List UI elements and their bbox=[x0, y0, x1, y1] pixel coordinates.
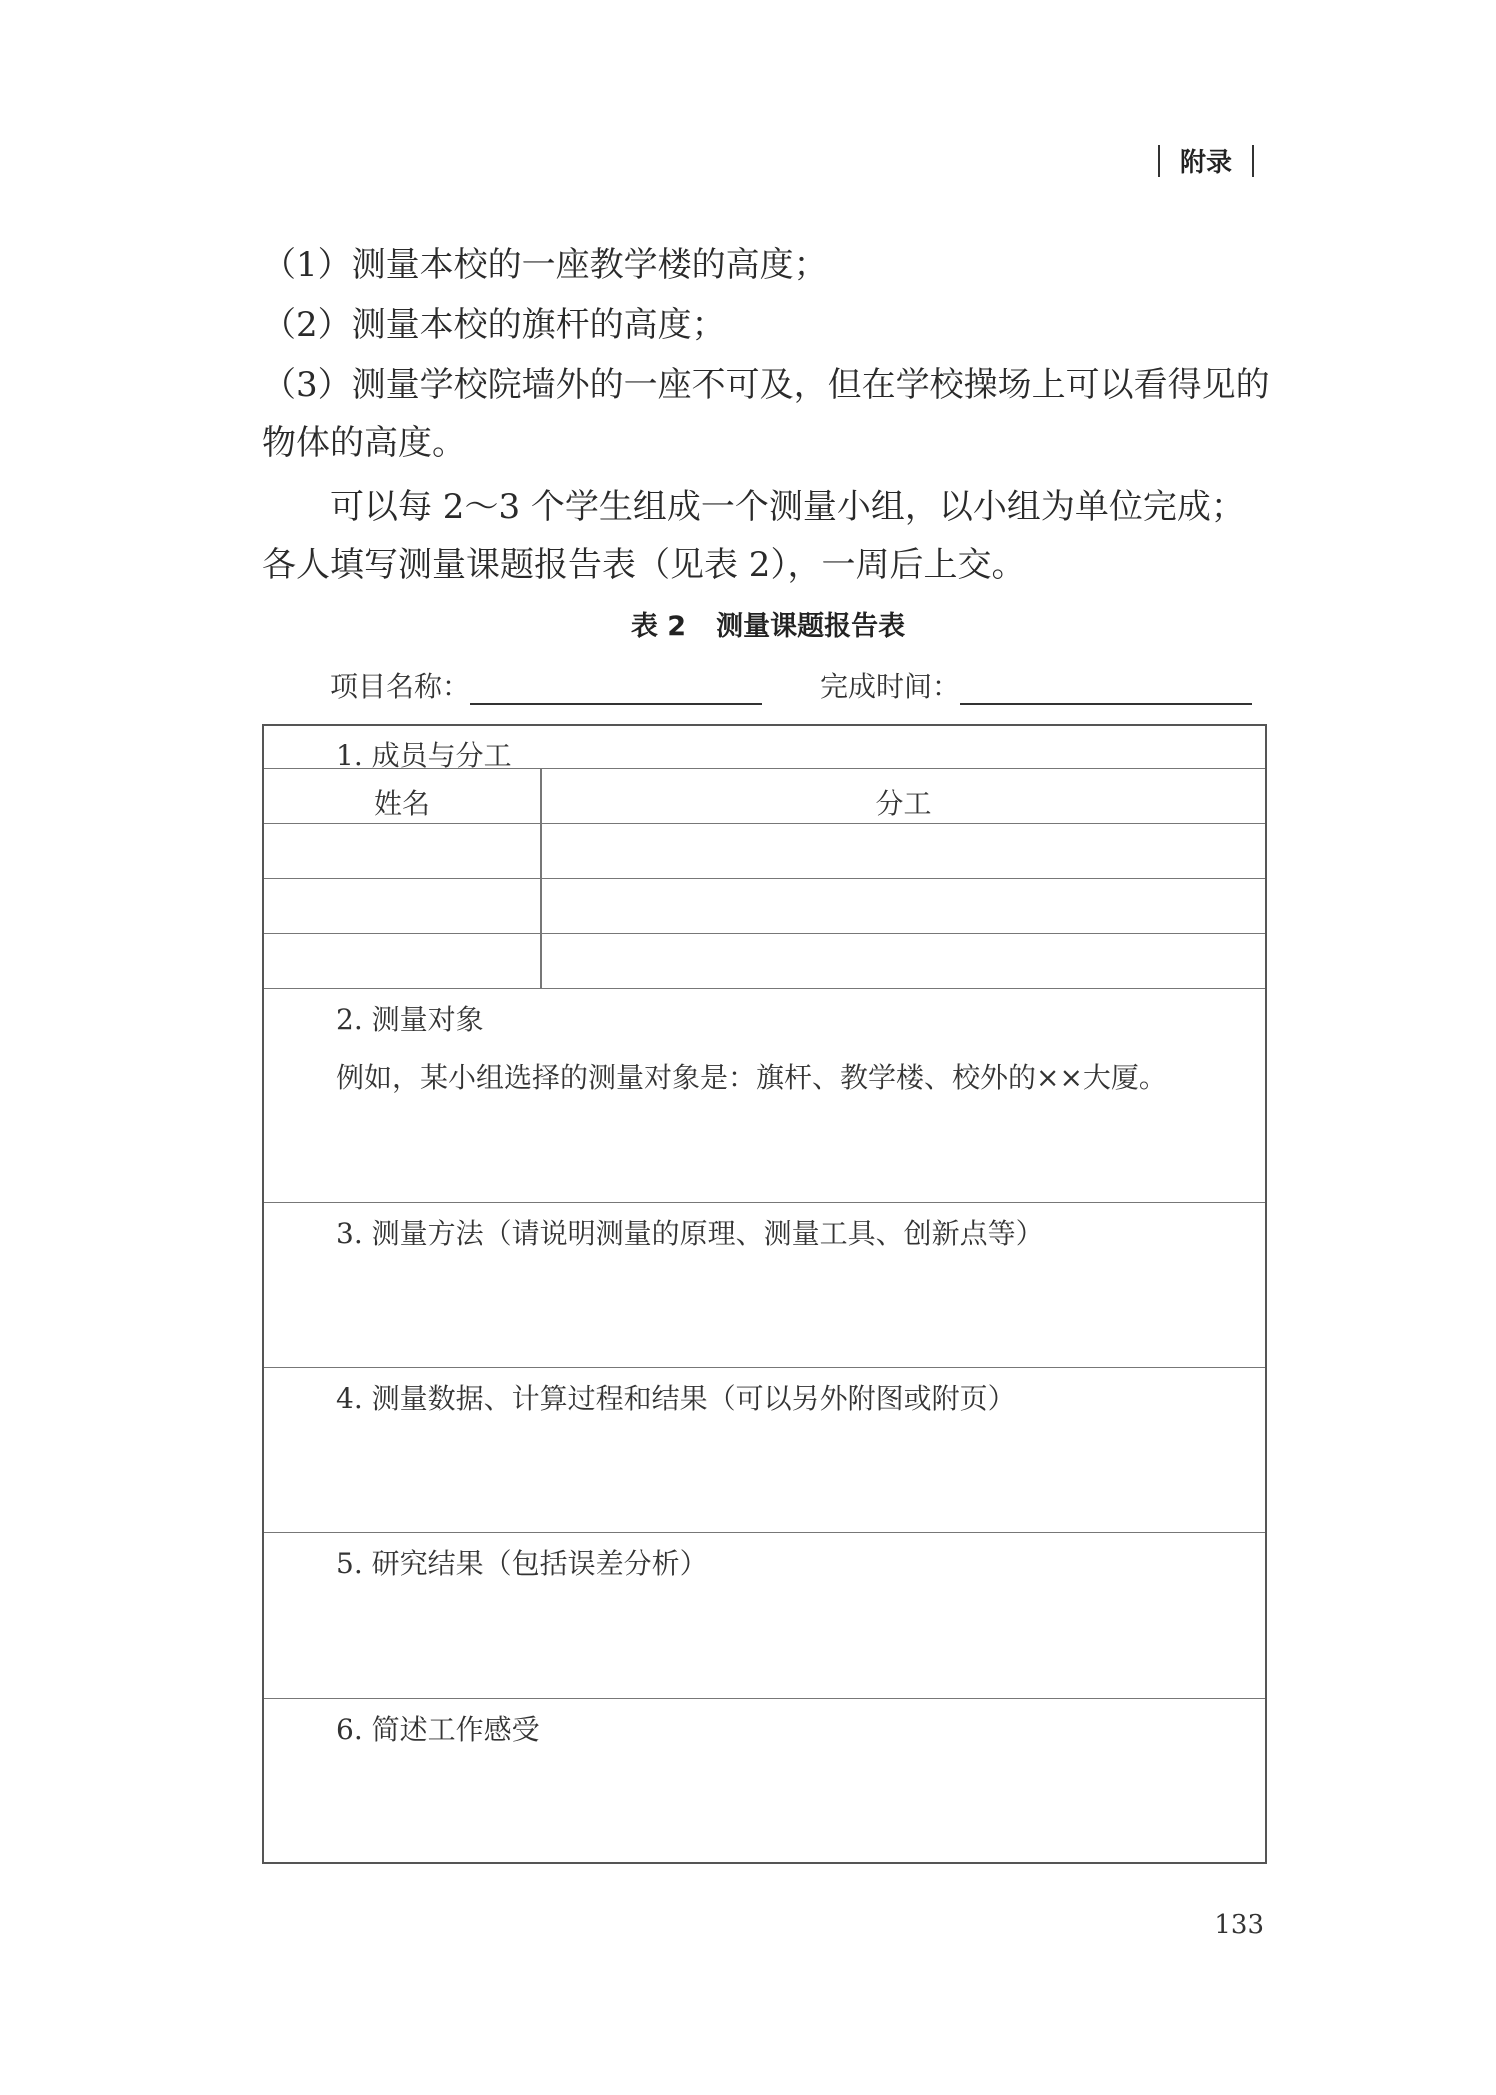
project-name-label: 项目名称： bbox=[330, 670, 471, 703]
page-header bbox=[1138, 142, 1274, 179]
section-method-divider bbox=[264, 1202, 1265, 1203]
section-object-label: 2. 测量对象 bbox=[336, 1003, 484, 1036]
member-row-3[interactable] bbox=[264, 933, 1265, 934]
instructions-paragraph: 可以每 2～3 个学生组成一个测量小组，以小组为单位完成；各人填写测量课题报告表（见表 2），一周后上交。 bbox=[262, 487, 1245, 585]
report-form-table bbox=[262, 724, 1267, 1864]
header-section-title: 附录 bbox=[1179, 148, 1232, 178]
section-method-label: 3. 测量方法（请说明测量的原理、测量工具、创新点等） bbox=[336, 1217, 1044, 1250]
table-number: 表 2 bbox=[630, 611, 687, 642]
section-reflection-label: 6. 简述工作感受 bbox=[336, 1713, 540, 1746]
section-reflection-divider bbox=[264, 1698, 1265, 1699]
member-row-1[interactable] bbox=[264, 823, 1265, 824]
page-number: 133 bbox=[1214, 1910, 1264, 1940]
section-object-divider bbox=[264, 988, 1265, 989]
section-object-example: 例如，某小组选择的测量对象是：旗杆、教学楼、校外的××大厦。 bbox=[336, 1061, 1167, 1094]
section-results-divider bbox=[264, 1532, 1265, 1533]
header-fields bbox=[330, 665, 1252, 705]
completion-time-field[interactable] bbox=[960, 673, 1252, 705]
header-divider-left bbox=[1158, 145, 1160, 177]
member-row-2[interactable] bbox=[264, 878, 1265, 879]
section-data-divider bbox=[264, 1367, 1265, 1368]
column-header-name: 姓名 bbox=[373, 787, 430, 820]
section-results-label: 5. 研究结果（包括误差分析） bbox=[336, 1547, 708, 1580]
task-item-2: （2）测量本校的旗杆的高度； bbox=[262, 305, 726, 345]
table-title: 测量课题报告表 bbox=[716, 611, 906, 642]
members-header-row-top bbox=[264, 768, 1265, 769]
table-caption bbox=[0, 604, 1496, 643]
section-data-label: 4. 测量数据、计算过程和结果（可以另外附图或附页） bbox=[336, 1382, 1016, 1415]
task-item-3: （3）测量学校院墙外的一座不可及，但在学校操场上可以看得见的物体的高度。 bbox=[262, 365, 1270, 463]
task-item-1: （1）测量本校的一座教学楼的高度； bbox=[262, 245, 828, 285]
header-divider-right bbox=[1252, 145, 1254, 177]
section-members-label: 1. 成员与分工 bbox=[336, 739, 512, 772]
column-header-division: 分工 bbox=[875, 787, 932, 820]
completion-time-label: 完成时间： bbox=[820, 670, 961, 703]
project-name-field[interactable] bbox=[470, 673, 762, 705]
